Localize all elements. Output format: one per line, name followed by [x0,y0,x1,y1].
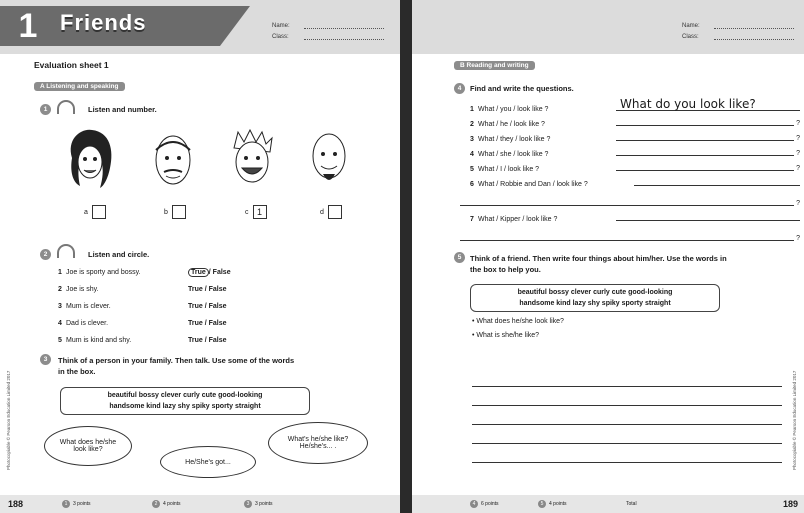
list-item [58,298,231,315]
item-text: What / he / look like ? [478,121,545,128]
copyright-note: Photocopiable © Pearson Education Limited 2017 [6,370,11,470]
q4-number: 4 [454,83,465,94]
item-text: What / Robbie and Dan / look like ? [478,181,588,188]
item-text: Joe is shy. [66,286,99,293]
question-mark: ? [796,150,800,157]
false-option[interactable]: / False [202,337,227,344]
list-item-continuation [470,223,800,243]
speech-bubble-3: What's he/she like? He/she's... . [268,422,368,464]
points-q5-circle: 5 [538,500,546,508]
list-item [470,208,800,223]
word-box-line1: beautiful bossy clever curly cute good-looking [107,392,263,399]
list-item [470,173,800,188]
writing-line[interactable] [472,387,782,406]
question-mark: ? [796,120,800,127]
class-field[interactable] [304,34,384,40]
item-number: 4 [58,320,62,327]
word-box [470,284,720,312]
list-item-continuation [470,188,800,208]
answer-line[interactable] [616,170,794,171]
item-number: 1 [58,269,62,276]
false-option[interactable]: / False [202,320,227,327]
speech-bubble-1: What does he/she look like? [44,426,132,466]
bullet-list [472,318,564,346]
item-number: 4 [470,151,474,158]
points-q4 [470,500,499,508]
question-mark: ? [796,200,800,207]
false-option[interactable]: / False [208,269,231,276]
points-q1 [62,500,91,508]
answer-c-letter: c [245,208,249,216]
bullet-item: • What does he/she look like? [472,318,564,325]
item-text: Mum is kind and shy. [66,337,132,344]
bullet-item: • What is she/he like? [472,332,540,339]
item-text: What / you / look like ? [478,106,549,113]
page-number: 189 [782,499,798,509]
list-item [58,264,231,281]
true-false-list [58,264,231,349]
answer-c-box[interactable]: 1 [253,205,267,219]
q2-title: Listen and circle. [88,250,150,259]
name-field[interactable] [714,23,794,29]
points-q1-circle: 1 [62,500,70,508]
q3-title-line1: Think of a person in your family. Then talk. Use some of the words [58,356,295,365]
points-q2-text: 4 points [163,501,181,507]
question-list [470,98,800,243]
answer-line[interactable] [616,125,794,126]
section-b-label: B Reading and writing [454,61,535,70]
answer-a [84,205,106,219]
answer-d [320,205,342,219]
points-q2 [152,500,181,508]
word-box [60,387,310,415]
question-mark: ? [796,135,800,142]
q1-title: Listen and number. [88,105,157,114]
boy-face-picture [228,128,276,190]
example-answer: What do you look like? [620,97,756,111]
points-q1-text: 3 points [73,501,91,507]
item-number: 3 [58,303,62,310]
page-header [412,0,804,54]
q1-number: 1 [40,104,51,115]
page-header [0,0,400,54]
name-class-box [272,18,384,40]
item-number: 3 [470,136,474,143]
answer-b [164,205,186,219]
word-box-line2: handsome kind lazy shy spiky sporty straight [519,300,671,307]
item-text: Mum is clever. [66,303,111,310]
true-option[interactable]: True [188,320,203,327]
book-spine [400,0,412,513]
answer-line[interactable] [616,140,794,141]
item-text: Dad is clever. [66,320,109,327]
true-option[interactable]: True [188,303,203,310]
points-q4-circle: 4 [470,500,478,508]
q4-title: Find and write the questions. [470,84,574,93]
question-mark: ? [796,235,800,242]
item-text: What / I / look like ? [478,166,540,173]
name-label: Name: [272,23,290,29]
girl-face-picture [66,128,114,190]
q5-title [470,253,790,275]
class-label: Class: [682,34,699,40]
item-text: Joe is sporty and bossy. [66,269,141,276]
left-page [0,0,400,513]
list-item [470,113,800,128]
points-q3-text: 3 points [255,501,273,507]
item-number: 2 [58,286,62,293]
class-field[interactable] [714,34,794,40]
points-q3 [244,500,273,508]
copyright-note: Photocopiable © Pearson Education Limited 2017 [792,370,797,470]
speech-bubble-2: He/She's got... [160,446,256,478]
item-number: 6 [470,181,474,188]
word-box-line2: handsome kind lazy shy spiky sporty straight [109,403,261,410]
points-q4-text: 6 points [481,501,499,507]
list-item [58,332,231,349]
writing-lines[interactable] [472,368,782,463]
q5-title-line2: the box to help you. [470,265,541,274]
q5-number: 5 [454,252,465,263]
item-text: What / she / look like ? [478,151,549,158]
list-item [470,98,800,113]
item-number: 2 [470,121,474,128]
answer-c [245,205,267,219]
bald-man-face-picture [306,128,352,190]
name-label: Name: [682,23,700,29]
writing-line[interactable] [472,444,782,463]
answer-b-box[interactable] [172,205,186,219]
writing-line[interactable] [472,368,782,387]
question-mark: ? [796,165,800,172]
points-q2-circle: 2 [152,500,160,508]
item-number: 1 [470,106,474,113]
unit-number: 1 [18,7,38,45]
page-footer [0,495,400,513]
answer-d-letter: d [320,208,324,216]
word-box-line1: beautiful bossy clever curly cute good-looking [517,289,673,296]
true-option[interactable]: True [188,337,203,344]
answer-d-box[interactable] [328,205,342,219]
answer-a-letter: a [84,208,88,216]
old-man-face-picture [148,128,198,190]
answer-line[interactable] [460,205,794,206]
total-label: Total [626,501,637,507]
headphones-icon [57,244,75,258]
false-option[interactable]: / False [202,303,227,310]
writing-line[interactable] [472,406,782,425]
class-label: Class: [272,34,289,40]
item-number: 7 [470,216,474,223]
q3-number: 3 [40,354,51,365]
item-number: 5 [470,166,474,173]
section-a-label: A Listening and speaking [34,82,125,91]
answer-line[interactable] [616,220,800,221]
q5-title-line1: Think of a friend. Then write four things about him/her. Use the words in [470,254,727,263]
right-page [412,0,804,513]
list-item [58,281,231,298]
page-number: 188 [8,499,24,509]
item-text: What / they / look like ? [478,136,551,143]
q3-title-line2: in the box. [58,367,96,376]
answer-b-letter: b [164,208,168,216]
list-item [470,128,800,143]
list-item [470,158,800,173]
points-q3-circle: 3 [244,500,252,508]
list-item [58,315,231,332]
q2-number: 2 [40,249,51,260]
points-q5-text: 4 points [549,501,567,507]
sheet-title: Evaluation sheet 1 [34,60,109,70]
writing-line[interactable] [472,425,782,444]
list-item [470,143,800,158]
item-text: What / Kipper / look like ? [478,216,558,223]
true-option-circled[interactable]: True [188,268,209,277]
name-class-box [682,18,794,40]
true-option[interactable]: True [188,286,203,293]
answer-a-box[interactable] [92,205,106,219]
page-footer [412,495,804,513]
q3-title [58,355,358,377]
answer-line[interactable] [634,185,800,186]
points-q5 [538,500,567,508]
false-option[interactable]: / False [202,286,227,293]
answer-line[interactable] [460,240,794,241]
headphones-icon [57,100,75,114]
item-number: 5 [58,337,62,344]
answer-line[interactable] [616,155,794,156]
unit-title: Friends [60,10,147,35]
name-field[interactable] [304,23,384,29]
